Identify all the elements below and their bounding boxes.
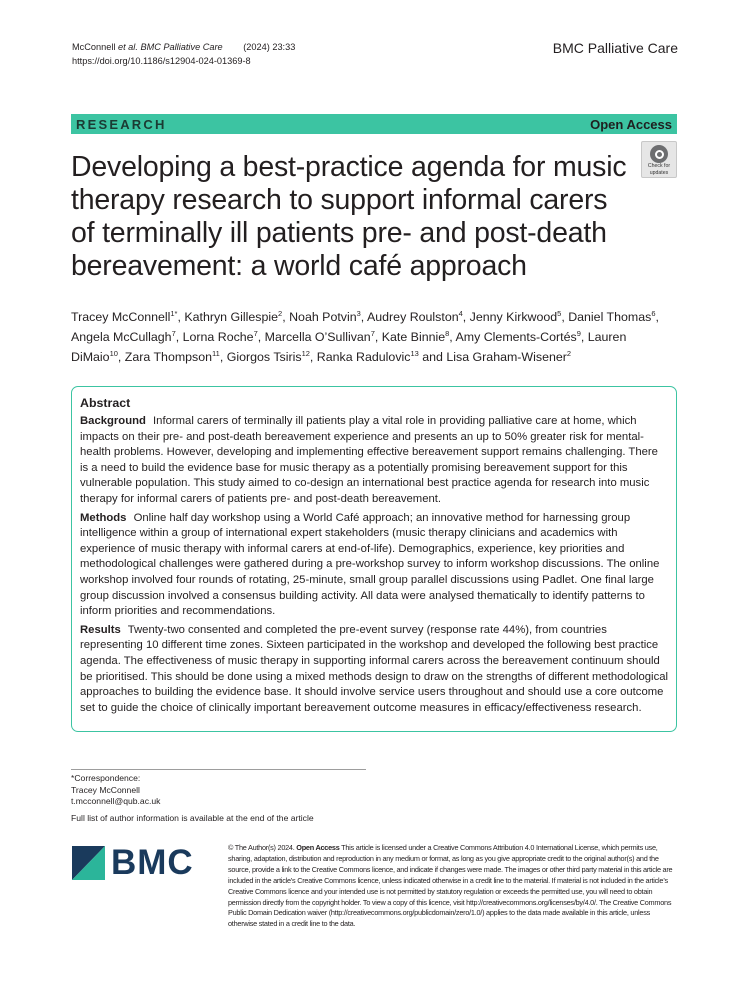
open-access-label: Open Access: [590, 116, 672, 132]
author-name: Tracey McConnell: [71, 310, 171, 324]
license-open-access: Open Access: [296, 843, 340, 852]
author-name: Audrey Roulston: [367, 310, 459, 324]
correspondence-block: [71, 773, 160, 808]
citation-journal: et al. BMC Palliative Care: [117, 42, 223, 52]
author-name: Zara Thompson: [124, 350, 213, 364]
check-updates-line1: Check for: [647, 163, 671, 169]
check-updates-line2: updates: [649, 169, 669, 176]
author-affiliation: 7: [253, 329, 258, 338]
license-lead: © The Author(s) 2024.: [228, 843, 295, 852]
author-affiliation: 12: [301, 349, 310, 358]
license-body: This article is licensed under a Creative Commons Attribution 4.0 International License, which permits use, sharing, adaptation, distribution and reproduction in any medium or format, as long as you give appropriate credit to the original author(s) and the source, provide a link to the Creative Commons licence, and indicate if changes were made. The images or other third party material in this article are included in the article’s Creative Commons licence, unless indicated otherwise in a credit line to the material. If material is not included in the article’s Creative Commons licence and your intended use is not permitted by statutory regulation or exceeds the permitted use, you will need to obtain permission directly from the copyright holder. To view a copy of this licence, visit http://creativecommons.org/licenses/by/4.0/. The Creative Commons Public Domain Dedication waiver (http://creativecommons.org/publicdomain/zero/1.0/) applies to the data made available in this article, unless otherwise stated in a credit line to the data.: [228, 843, 673, 929]
correspondence-label: *Correspondence:: [71, 773, 141, 783]
author-name: Kate Binnie: [381, 330, 446, 344]
abstract-box: [71, 386, 677, 732]
bmc-logo-text: BMC: [111, 843, 194, 882]
bmc-logo-mark-icon: [72, 846, 105, 880]
author-name: Lisa Graham-Wisener: [446, 350, 567, 364]
abstract-results: [80, 623, 668, 717]
citation-year-volume: (2024) 23:33: [243, 42, 296, 52]
running-header: [72, 40, 295, 68]
results-text: Twenty-two consented and completed the pre-event survey (response rate 44%), from countries representing 10 different time zones. Sixteen participated in the workshop and developed the following best practice agenda. The effectiveness of music therapy in supporting informal carers across the bereavement continuum should be prioritised. This should be done using a mixed methods design to draw on the strengths of different methodological approaches to building the evidence base. It should involve service users throughout and should use a core outcome set to guide the choice of clinically important bereavement outcome measures in efficacy/effectiveness research.: [80, 623, 669, 714]
citation-line: [72, 40, 295, 54]
author-affiliation: 2: [278, 309, 283, 318]
author-info-note: Full list of author information is available at the end of the article: [71, 813, 314, 823]
author-name: Noah Potvin: [289, 310, 357, 324]
author-affiliation: 13: [410, 349, 419, 358]
abstract-methods: [80, 511, 668, 620]
author-affiliation: 9: [576, 329, 581, 338]
author-name: Giorgos Tsiris: [226, 350, 302, 364]
author-affiliation: 2: [566, 349, 572, 358]
author-affiliation: 5: [557, 309, 562, 318]
correspondence-email[interactable]: t.mcconnell@qub.ac.uk: [71, 796, 161, 806]
background-label: Background: [80, 415, 146, 427]
citation-authors: McConnell: [72, 42, 116, 52]
author-name: Lorna Roche: [182, 330, 254, 344]
article-title: Developing a best-practice agenda for music therapy research to support informal carers of terminally ill patients pre- and post-death bereavement: a world café approach: [71, 151, 627, 282]
author-conjunction: and: [418, 350, 447, 364]
author-affiliation: 4: [458, 309, 463, 318]
doi-link[interactable]: https://doi.org/10.1186/s12904-024-01369-8: [72, 56, 251, 66]
license-text: [228, 843, 680, 930]
footnote-divider: [71, 769, 366, 770]
section-label: RESEARCH: [76, 116, 167, 132]
bmc-logo: [72, 843, 194, 882]
check-for-updates-badge[interactable]: [641, 141, 677, 178]
correspondence-name: Tracey McConnell: [71, 784, 140, 795]
methods-label: Methods: [80, 511, 127, 524]
author-affiliation: 7: [370, 329, 375, 338]
author-affiliation: 11: [212, 349, 220, 358]
section-banner: [71, 114, 677, 134]
journal-name: BMC Palliative Care: [552, 40, 678, 56]
author-name: Amy Clements-Cortés: [455, 330, 577, 344]
author-affiliation: 3: [356, 309, 361, 318]
author-list: Tracey McConnell$^{1*}$, Kathryn Gillespie$^2$, Noah Potvin$^3$, Audrey Roulston$^4$, Jenny Kirkwood$^5$, Daniel Thomas$^6$, Angela McCullagh$^7$, Lorna Roche$^7$, Marcella O’Sullivan$^7$, Kate Binnie$^8$, Amy Clements-Cortés$^9$, Lauren DiMaio$^{10}$, Zara Thompson$^{11}$, Giorgos Tsiris$^{12}$, Ranka Radulovic$^{13}$ and Lisa Graham-Wisener$^2$: [71, 309, 659, 364]
author-name: Ranka Radulovic: [316, 350, 411, 364]
author-name: Daniel Thomas: [568, 310, 652, 324]
author-affiliation: 7: [171, 329, 176, 338]
abstract-heading: Abstract: [80, 396, 131, 410]
results-label: Results: [80, 623, 121, 636]
author-name: Lauren DiMaio: [71, 330, 627, 364]
author-affiliation: 8: [445, 329, 450, 338]
author-name: Kathryn Gillespie: [184, 310, 279, 324]
author-affiliation: 1*: [170, 309, 178, 318]
author-affiliation: 10: [109, 349, 118, 358]
author-name: Marcella O’Sullivan: [264, 330, 371, 344]
author-name: Angela McCullagh: [71, 330, 172, 344]
abstract-background: [80, 414, 668, 508]
author-name: Jenny Kirkwood: [469, 310, 558, 324]
author-affiliation: 6: [651, 309, 656, 318]
check-updates-icon: [650, 145, 668, 163]
background-text: Informal carers of terminally ill patients play a vital role in providing palliative care at home, which impacts on their pre- and post-death bereavement experience and presents an up to 50% greater risk for mental-health problems. However, developing and implementing effective bereavement support remains challenging. There is a need to build the evidence base for music therapy as a potentially promising bereavement support for this vulnerable population. This study aimed to co-design an international best practice agenda for research into music therapy for informal carers of patients pre- and post-death bereavement.: [80, 415, 658, 505]
methods-text: Online half day workshop using a World Café approach; an innovative method for harnessing group intelligence within a group of international expert stakeholders (music therapy clinicians and academics with experience of music therapy with informal carers at end-of-life). Demographics, experience, key priorities and methodological challenges were gathered during a pre-workshop survey to inform workshop discussions. The online workshop involved four rounds of rotating, 25-minute, small group parallel discussions using Padlet. One final large group discussion involved a consensus building activity. All data were analysed thematically to identify patterns to inform priorities and recommendations.: [80, 511, 660, 618]
